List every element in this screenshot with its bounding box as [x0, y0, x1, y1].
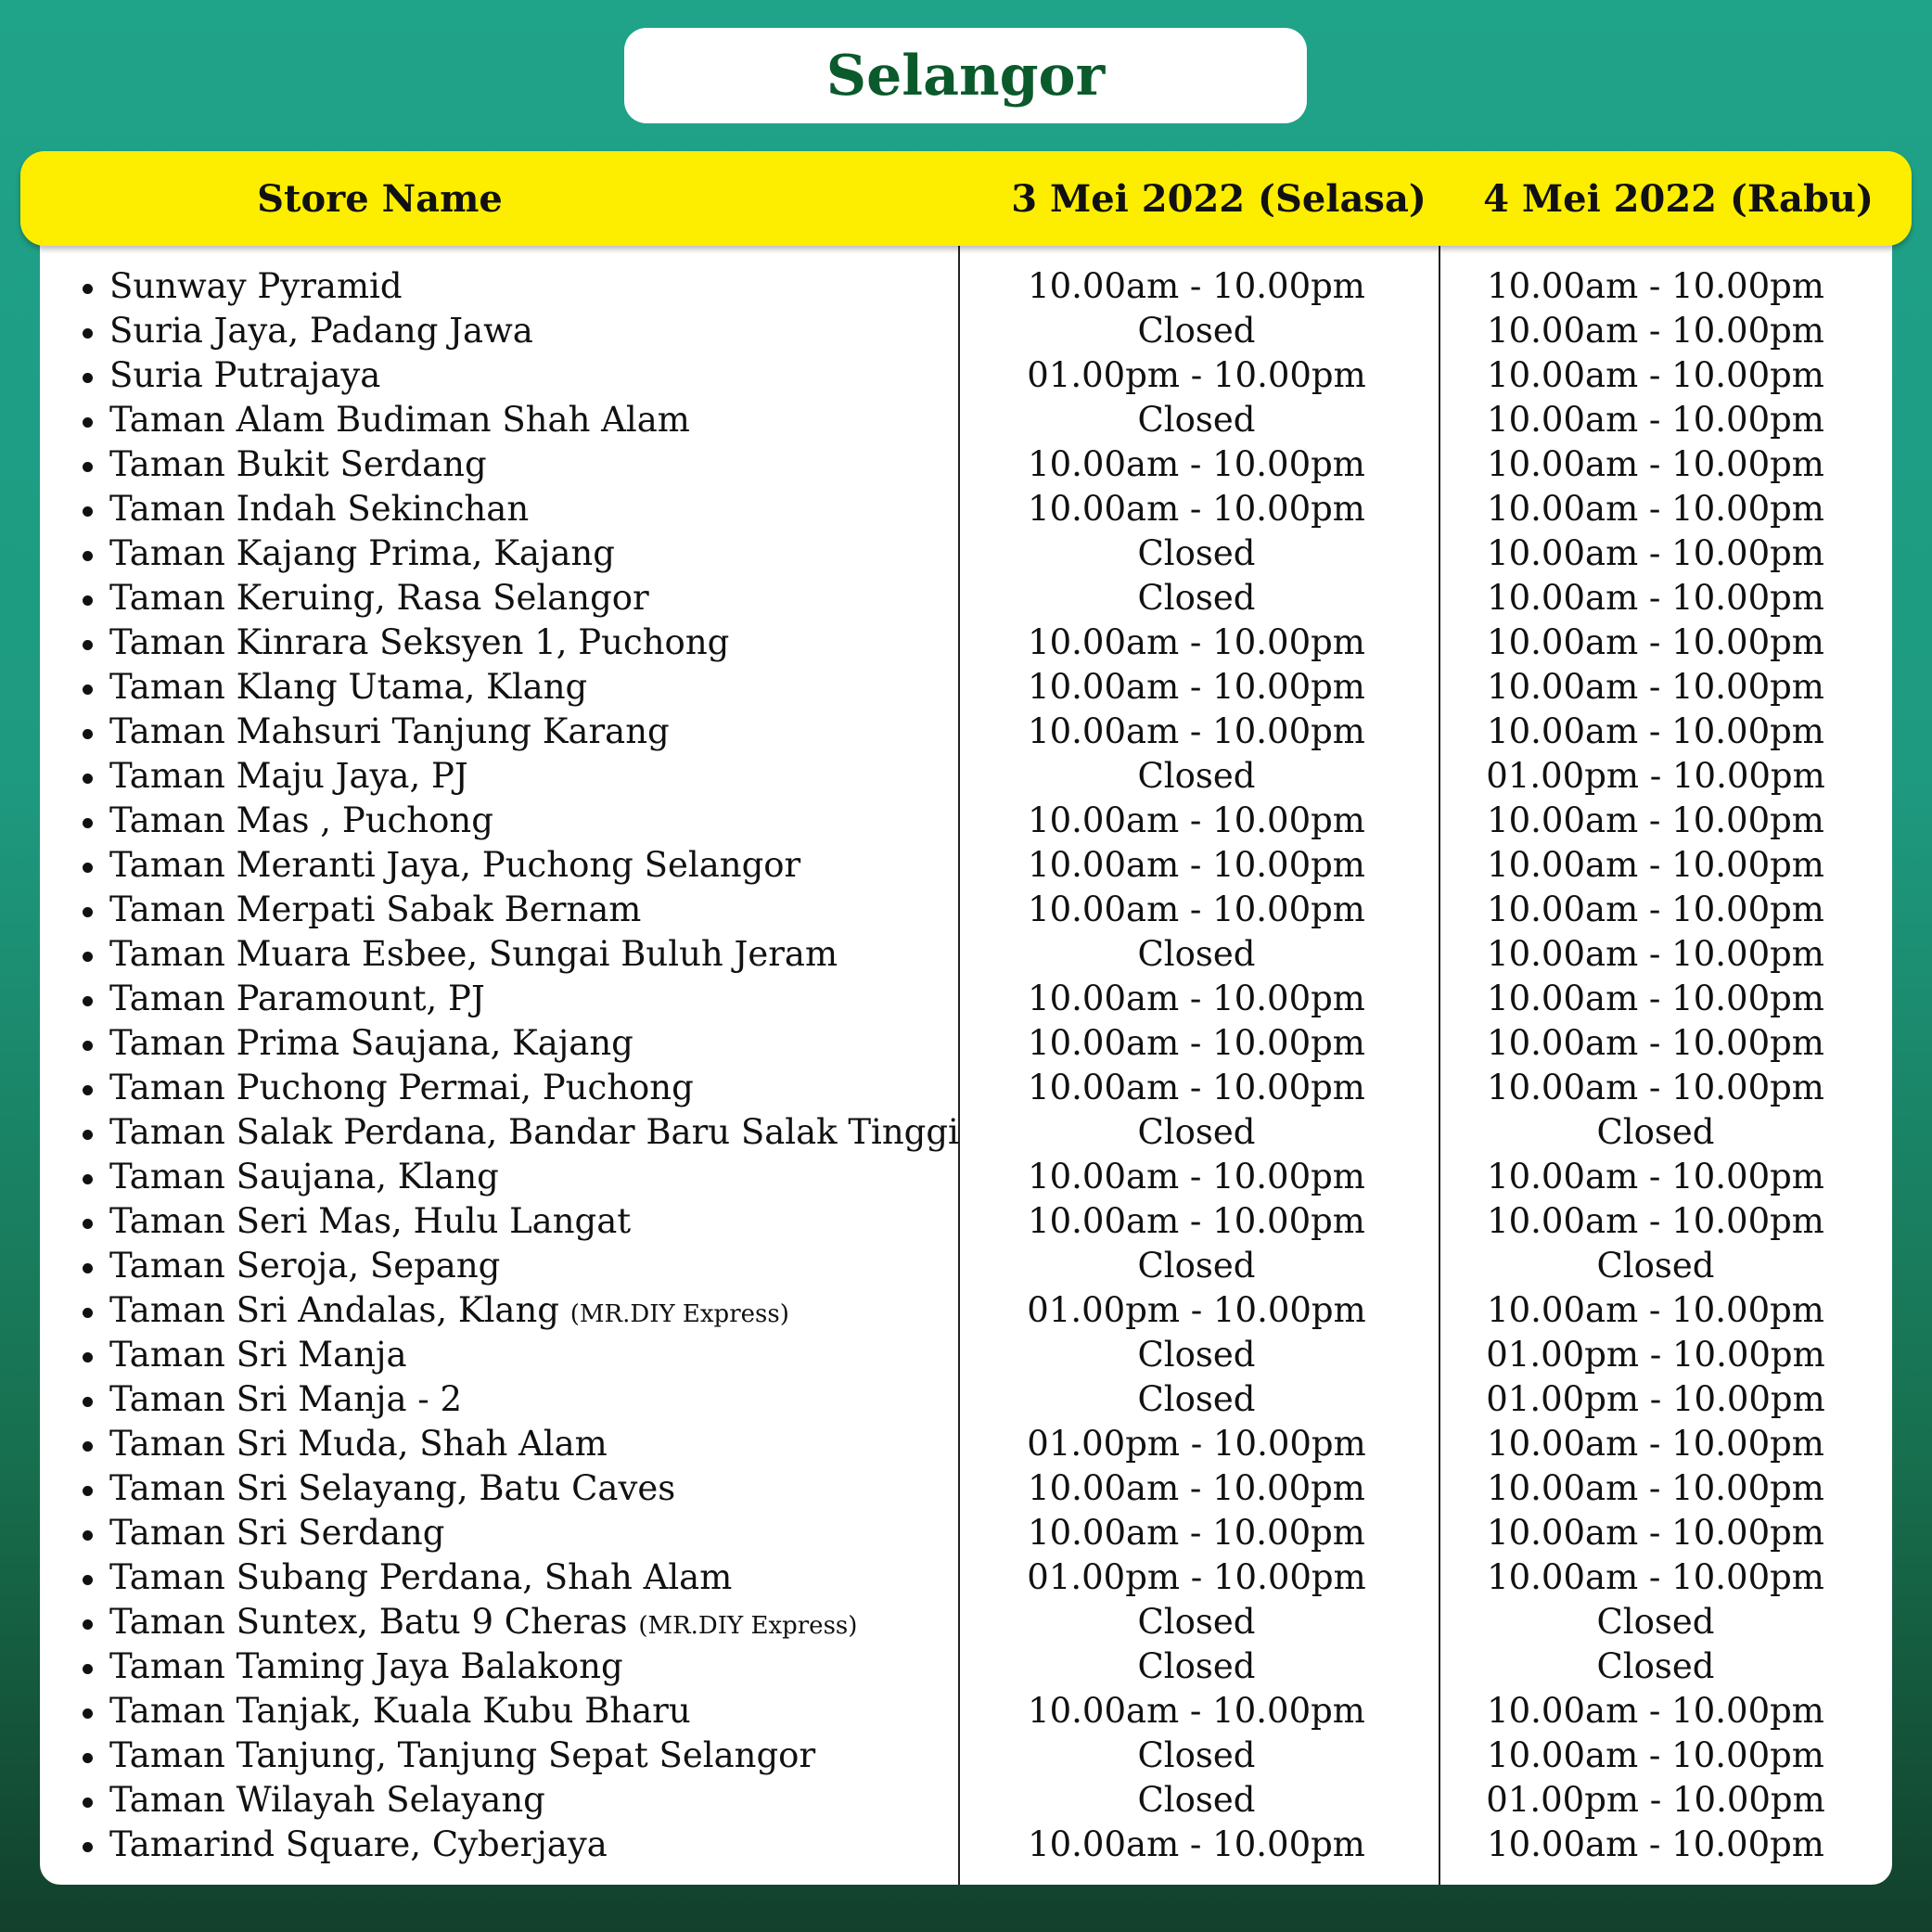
hours-day-1: 10.00am - 10.00pm — [1028, 1023, 1365, 1063]
store-name-text: Taman Wilayah Selayang — [109, 1780, 545, 1820]
hours-day-2: 10.00am - 10.00pm — [1487, 1691, 1824, 1731]
store-name-text: Taman Puchong Permai, Puchong — [109, 1068, 694, 1107]
store-name-text: Taman Tanjung, Tanjung Sepat Selangor — [109, 1735, 816, 1775]
hours-day-1: 10.00am - 10.00pm — [1028, 1513, 1365, 1553]
store-name — [109, 665, 587, 710]
store-name-text: Tamarind Square, Cyberjaya — [109, 1824, 608, 1864]
hours-day-1: 10.00am - 10.00pm — [1028, 444, 1365, 484]
store-name — [109, 1644, 623, 1689]
header-day-2: 4 Mei 2022 (Rabu) — [1483, 176, 1874, 221]
table-row — [0, 1689, 1932, 1734]
store-name-text: Taman Sri Serdang — [109, 1513, 445, 1553]
table-row — [0, 1066, 1932, 1110]
hours-day-1: 10.00am - 10.00pm — [1028, 667, 1365, 707]
bullet-icon — [83, 462, 93, 472]
hours-day-2: 10.00am - 10.00pm — [1487, 444, 1824, 484]
hours-day-1: 10.00am - 10.00pm — [1028, 1691, 1365, 1731]
hours-day-2: 10.00am - 10.00pm — [1487, 1023, 1824, 1063]
table-row — [0, 353, 1932, 398]
store-name — [109, 754, 468, 799]
bullet-icon — [83, 1441, 93, 1452]
store-name — [109, 1734, 815, 1778]
hours-day-2: 10.00am - 10.00pm — [1487, 711, 1824, 751]
table-row — [0, 1288, 1932, 1333]
table-row — [0, 799, 1932, 843]
hours-day-1: Closed — [1137, 578, 1256, 618]
hours-day-1: Closed — [1137, 1602, 1256, 1642]
store-name — [109, 710, 670, 754]
table-row — [0, 1333, 1932, 1377]
hours-day-2: 01.00pm - 10.00pm — [1486, 1335, 1825, 1375]
store-name — [109, 843, 800, 888]
hours-day-1: Closed — [1137, 1379, 1256, 1419]
store-name-text: Taman Prima Saujana, Kajang — [109, 1023, 633, 1063]
table-row — [0, 309, 1932, 353]
table-row — [0, 487, 1932, 531]
bullet-icon — [83, 1130, 93, 1140]
store-name — [109, 576, 649, 621]
store-name — [109, 932, 838, 977]
bullet-icon — [83, 417, 93, 428]
table-row — [0, 1734, 1932, 1778]
store-name — [109, 799, 493, 843]
hours-day-2: 10.00am - 10.00pm — [1487, 311, 1824, 351]
bullet-icon — [83, 1397, 93, 1407]
hours-day-2: 10.00am - 10.00pm — [1487, 578, 1824, 618]
table-row — [0, 1199, 1932, 1244]
table-row — [0, 1511, 1932, 1555]
hours-day-1: 10.00am - 10.00pm — [1028, 1157, 1365, 1196]
store-name-text: Taman Seroja, Sepang — [109, 1246, 501, 1286]
store-name — [109, 398, 690, 442]
hours-day-1: Closed — [1137, 1112, 1256, 1152]
store-name-text: Taman Sri Manja — [109, 1335, 407, 1375]
hours-day-2: 01.00pm - 10.00pm — [1486, 1379, 1825, 1419]
store-name-text: Suria Jaya, Padang Jawa — [109, 311, 533, 351]
bullet-icon — [83, 1530, 93, 1541]
hours-day-2: 10.00am - 10.00pm — [1487, 667, 1824, 707]
hours-day-1: 10.00am - 10.00pm — [1028, 1468, 1365, 1508]
hours-day-1: 01.00pm - 10.00pm — [1027, 1424, 1366, 1464]
store-name-text: Taman Indah Sekinchan — [109, 489, 530, 529]
bullet-icon — [83, 1308, 93, 1318]
hours-day-2: 10.00am - 10.00pm — [1487, 1424, 1824, 1464]
table-row — [0, 1823, 1932, 1867]
store-name-text: Taman Meranti Jaya, Puchong Selangor — [109, 845, 801, 885]
store-name — [109, 888, 641, 932]
store-name-text: Taman Seri Mas, Hulu Langat — [109, 1201, 632, 1241]
bullet-icon — [83, 685, 93, 695]
store-name — [109, 1199, 631, 1244]
store-name-text: Taman Paramount, PJ — [109, 979, 485, 1018]
hours-day-2: 10.00am - 10.00pm — [1487, 800, 1824, 840]
hours-day-1: 10.00am - 10.00pm — [1028, 889, 1365, 929]
store-name-text: Taman Maju Jaya, PJ — [109, 756, 468, 796]
hours-day-1: 10.00am - 10.00pm — [1028, 489, 1365, 529]
store-name — [109, 1333, 407, 1377]
hours-day-2: 01.00pm - 10.00pm — [1486, 1780, 1825, 1820]
store-name — [109, 1021, 633, 1066]
table-row — [0, 1778, 1932, 1823]
table-row — [0, 1644, 1932, 1689]
bullet-icon — [83, 1085, 93, 1095]
hours-day-2: 10.00am - 10.00pm — [1487, 400, 1824, 440]
bullet-icon — [83, 1219, 93, 1229]
hours-day-1: Closed — [1137, 311, 1256, 351]
bullet-icon — [83, 952, 93, 962]
bullet-icon — [83, 863, 93, 873]
bullet-icon — [83, 1842, 93, 1852]
store-name-text: Taman Mas , Puchong — [109, 800, 493, 840]
hours-day-2: 10.00am - 10.00pm — [1487, 533, 1824, 573]
table-row — [0, 621, 1932, 665]
store-name — [109, 1422, 608, 1466]
hours-day-2: 10.00am - 10.00pm — [1487, 934, 1824, 974]
table-row — [0, 1110, 1932, 1155]
bullet-icon — [83, 640, 93, 650]
bullet-icon — [83, 506, 93, 517]
store-name-text: Taman Taming Jaya Balakong — [109, 1646, 623, 1686]
table-row — [0, 665, 1932, 710]
table-row — [0, 1244, 1932, 1288]
bullet-icon — [83, 907, 93, 917]
header-day-1: 3 Mei 2022 (Selasa) — [1011, 176, 1427, 221]
store-note: (MR.DIY Express) — [569, 1300, 789, 1328]
bullet-icon — [83, 1664, 93, 1674]
hours-day-2: 10.00am - 10.00pm — [1487, 355, 1824, 395]
store-name-text: Taman Merpati Sabak Bernam — [109, 889, 642, 929]
hours-day-1: Closed — [1137, 756, 1256, 796]
bullet-icon — [83, 284, 93, 294]
bullet-icon — [83, 1708, 93, 1719]
store-name-text: Taman Bukit Serdang — [109, 444, 487, 484]
table-row — [0, 843, 1932, 888]
bullet-icon — [83, 729, 93, 739]
store-name — [109, 1511, 444, 1555]
header-store-name: Store Name — [257, 176, 503, 221]
table-row — [0, 1555, 1932, 1600]
table-row — [0, 1600, 1932, 1644]
hours-day-2: 10.00am - 10.00pm — [1487, 1513, 1824, 1553]
table-row — [0, 977, 1932, 1021]
hours-day-1: 10.00am - 10.00pm — [1028, 622, 1365, 662]
table-row — [0, 754, 1932, 799]
hours-day-1: Closed — [1137, 400, 1256, 440]
store-name-text: Taman Sri Muda, Shah Alam — [109, 1424, 608, 1464]
table-row — [0, 710, 1932, 754]
bullet-icon — [83, 1486, 93, 1496]
hours-day-1: 10.00am - 10.00pm — [1028, 1824, 1365, 1864]
hours-day-1: Closed — [1137, 1780, 1256, 1820]
hours-day-1: 01.00pm - 10.00pm — [1027, 1557, 1366, 1597]
bullet-icon — [83, 1753, 93, 1763]
hours-day-1: 10.00am - 10.00pm — [1028, 979, 1365, 1018]
store-name — [109, 264, 403, 309]
hours-day-1: 10.00am - 10.00pm — [1028, 1201, 1365, 1241]
store-name-text: Taman Suntex, Batu 9 Cheras — [109, 1602, 628, 1642]
hours-day-2: 10.00am - 10.00pm — [1487, 1157, 1824, 1196]
store-name-text: Taman Sri Selayang, Batu Caves — [109, 1468, 676, 1508]
hours-day-1: 10.00am - 10.00pm — [1028, 1068, 1365, 1107]
hours-day-2: 10.00am - 10.00pm — [1487, 889, 1824, 929]
bullet-icon — [83, 1041, 93, 1051]
hours-day-2: 01.00pm - 10.00pm — [1486, 756, 1825, 796]
store-name-text: Taman Klang Utama, Klang — [109, 667, 588, 707]
table-row — [0, 531, 1932, 576]
table-row — [0, 1021, 1932, 1066]
store-name — [109, 1377, 462, 1422]
store-name-text: Taman Alam Budiman Shah Alam — [109, 400, 690, 440]
hours-day-1: 10.00am - 10.00pm — [1028, 266, 1365, 306]
store-name — [109, 1244, 500, 1288]
hours-day-1: Closed — [1137, 533, 1256, 573]
store-name-text: Taman Tanjak, Kuala Kubu Bharu — [109, 1691, 691, 1731]
store-name — [109, 1600, 857, 1648]
hours-day-2: 10.00am - 10.00pm — [1487, 489, 1824, 529]
store-name-text: Taman Sri Manja - 2 — [109, 1379, 463, 1419]
store-name-text: Taman Muara Esbee, Sungai Buluh Jeram — [109, 934, 838, 974]
store-name — [109, 487, 529, 531]
store-name — [109, 1110, 959, 1155]
hours-day-1: Closed — [1137, 934, 1256, 974]
table-row — [0, 932, 1932, 977]
hours-day-1: 01.00pm - 10.00pm — [1027, 1290, 1366, 1330]
table-row — [0, 576, 1932, 621]
hours-day-2: Closed — [1596, 1646, 1715, 1686]
store-name — [109, 531, 615, 576]
store-name — [109, 353, 380, 398]
table-header — [20, 151, 1912, 246]
hours-day-2: 10.00am - 10.00pm — [1487, 1290, 1824, 1330]
hours-day-2: Closed — [1596, 1602, 1715, 1642]
table-row — [0, 1466, 1932, 1511]
store-name — [109, 1778, 545, 1823]
store-name-text: Taman Mahsuri Tanjung Karang — [109, 711, 670, 751]
page-title: Selangor — [825, 43, 1106, 109]
store-name-text: Taman Saujana, Klang — [109, 1157, 499, 1196]
store-name-text: Taman Kinrara Seksyen 1, Puchong — [109, 622, 730, 662]
hours-day-2: 10.00am - 10.00pm — [1487, 1068, 1824, 1107]
store-name-text: Taman Sri Andalas, Klang — [109, 1290, 559, 1330]
table-row — [0, 442, 1932, 487]
store-name-text: Sunway Pyramid — [109, 266, 403, 306]
store-name-text: Suria Putrajaya — [109, 355, 381, 395]
hours-day-1: Closed — [1137, 1335, 1256, 1375]
bullet-icon — [83, 1619, 93, 1630]
hours-day-1: 10.00am - 10.00pm — [1028, 800, 1365, 840]
store-name — [109, 309, 533, 353]
store-name-text: Taman Salak Perdana, Bandar Baru Salak Tinggi — [109, 1112, 959, 1152]
hours-day-2: 10.00am - 10.00pm — [1487, 1735, 1824, 1775]
store-name — [109, 1066, 694, 1110]
hours-day-2: Closed — [1596, 1246, 1715, 1286]
table-row — [0, 1377, 1932, 1422]
hours-day-2: 10.00am - 10.00pm — [1487, 622, 1824, 662]
hours-day-2: 10.00am - 10.00pm — [1487, 845, 1824, 885]
table-row — [0, 1155, 1932, 1199]
store-name — [109, 621, 729, 665]
table-row — [0, 264, 1932, 309]
bullet-icon — [83, 1263, 93, 1273]
bullet-icon — [83, 551, 93, 561]
hours-day-1: Closed — [1137, 1246, 1256, 1286]
hours-day-2: 10.00am - 10.00pm — [1487, 1824, 1824, 1864]
hours-day-2: 10.00am - 10.00pm — [1487, 1557, 1824, 1597]
bullet-icon — [83, 774, 93, 784]
hours-day-2: 10.00am - 10.00pm — [1487, 979, 1824, 1018]
hours-day-2: Closed — [1596, 1112, 1715, 1152]
bullet-icon — [83, 996, 93, 1006]
bullet-icon — [83, 1352, 93, 1363]
store-name — [109, 1466, 675, 1511]
store-name — [109, 1689, 691, 1734]
bullet-icon — [83, 595, 93, 606]
table-row — [0, 1422, 1932, 1466]
store-note: (MR.DIY Express) — [638, 1612, 858, 1640]
hours-day-2: 10.00am - 10.00pm — [1487, 266, 1824, 306]
store-name — [109, 1155, 499, 1199]
store-name — [109, 977, 485, 1021]
hours-day-1: Closed — [1137, 1735, 1256, 1775]
store-name — [109, 442, 487, 487]
store-name-text: Taman Kajang Prima, Kajang — [109, 533, 615, 573]
hours-day-2: 10.00am - 10.00pm — [1487, 1201, 1824, 1241]
bullet-icon — [83, 373, 93, 383]
bullet-icon — [83, 1798, 93, 1808]
bullet-icon — [83, 1575, 93, 1585]
table-row — [0, 398, 1932, 442]
store-name-text: Taman Subang Perdana, Shah Alam — [109, 1557, 733, 1597]
table-row — [0, 888, 1932, 932]
store-name — [109, 1555, 732, 1600]
store-name — [109, 1288, 789, 1337]
hours-day-1: 10.00am - 10.00pm — [1028, 711, 1365, 751]
store-name-text: Taman Keruing, Rasa Selangor — [109, 578, 649, 618]
bullet-icon — [83, 818, 93, 828]
hours-day-1: 01.00pm - 10.00pm — [1027, 355, 1366, 395]
hours-day-1: 10.00am - 10.00pm — [1028, 845, 1365, 885]
bullet-icon — [83, 1174, 93, 1184]
bullet-icon — [83, 328, 93, 339]
hours-day-2: 10.00am - 10.00pm — [1487, 1468, 1824, 1508]
store-name — [109, 1823, 608, 1867]
hours-day-1: Closed — [1137, 1646, 1256, 1686]
title-banner — [624, 28, 1307, 123]
